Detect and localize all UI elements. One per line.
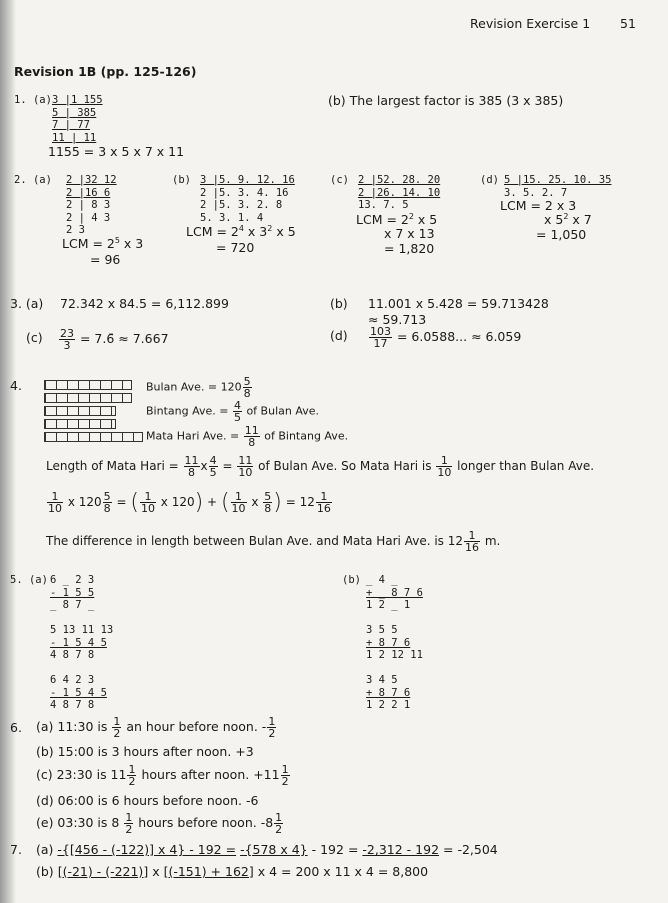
q2a-lcm-text2: x 3 xyxy=(119,236,144,252)
q2-label: 2. (a) xyxy=(14,174,52,186)
q4-label: 4. xyxy=(10,378,22,393)
q2a-lcm xyxy=(62,236,143,251)
q4-frac xyxy=(263,491,272,514)
q2a-lcm-text: LCM = 2 xyxy=(62,236,115,252)
q2c-row: 2 |26. 14. 10 xyxy=(358,186,441,199)
q2d-division xyxy=(504,174,611,199)
q3a-answer: 72.342 x 84.5 = 6,112.899 xyxy=(60,296,229,311)
q4-calc-eq: = xyxy=(116,495,127,509)
frac-den: 2 xyxy=(128,775,136,788)
q2b-row: 2 |5. 3. 2. 8 xyxy=(200,199,283,211)
frac-den: 5 xyxy=(233,411,241,424)
frac-num: 5 xyxy=(243,375,251,388)
bar-mata-hari-ave xyxy=(44,432,143,442)
frac-num: 1 xyxy=(125,811,133,824)
q6c-text: (c) 23:30 is 11 xyxy=(36,767,127,782)
section-title: Revision 1B (pp. 125-126) xyxy=(14,64,197,79)
q3a-label: 3. (a) xyxy=(10,296,44,311)
frac-num: 11 xyxy=(238,454,253,467)
q1a-row: 3 |1 155 xyxy=(52,94,103,106)
q3c-den: 3 xyxy=(63,339,71,352)
q7-label: 7. xyxy=(10,842,22,857)
q2d-row: 3. 5. 2. 7 xyxy=(504,186,568,199)
q5-row: _ 4 _ xyxy=(366,574,398,586)
q6e-text: (e) 03:30 is 8 xyxy=(36,815,120,830)
q6-frac xyxy=(127,764,136,787)
q5b-step3 xyxy=(366,674,410,712)
frac-den: 2 xyxy=(281,775,289,788)
paren-close: ) xyxy=(194,490,204,515)
q2c-label: (c) xyxy=(330,174,349,186)
q2b-lcm xyxy=(186,224,296,239)
q4-text: Length of Mata Hari = xyxy=(46,459,179,473)
q6-frac xyxy=(281,764,290,787)
q2d-lcm-result: = 1,050 xyxy=(536,227,587,242)
q6-frac xyxy=(274,812,283,835)
q4-frac xyxy=(103,491,112,514)
legend-bulan-text: Bulan Ave. = 120 xyxy=(146,380,242,394)
legend-mata-hari-text2: of Bintang Ave. xyxy=(264,429,349,443)
frac-num: 1 xyxy=(231,491,247,503)
q6-frac xyxy=(124,812,133,835)
frac-num: 4 xyxy=(233,399,241,412)
bar-bulan-ave-2 xyxy=(44,393,132,403)
q3c-fraction xyxy=(59,328,75,351)
q2b-division xyxy=(200,174,295,224)
legend-bintang xyxy=(146,400,319,423)
q4-frac xyxy=(184,455,200,478)
q6c-text2: hours after noon. +11 xyxy=(141,767,280,782)
frac-den: 10 xyxy=(48,502,62,515)
q5-row: 3 5 5 xyxy=(366,624,398,636)
q6-frac xyxy=(112,716,121,739)
q6d: (d) 06:00 is 6 hours before noon. -6 xyxy=(36,793,259,808)
q6e xyxy=(36,812,284,835)
q2b-end: x 5 xyxy=(272,224,296,240)
q3c-num: 23 xyxy=(60,327,74,340)
q6a xyxy=(36,716,277,739)
bar-bulan-ave xyxy=(44,380,132,390)
q4-text3: longer than Bulan Ave. xyxy=(457,459,595,473)
q1b-answer: (b) The largest factor is 385 (3 x 385) xyxy=(328,93,564,108)
q4-frac xyxy=(140,491,156,514)
frac-num: 5 xyxy=(264,490,272,503)
q2c-lcm-text2: x 5 xyxy=(413,212,438,228)
q2d-lcm-text: x 5 xyxy=(544,212,564,228)
q7a-part: = -2,504 xyxy=(443,842,498,857)
q5-row: 5 13 11 13 xyxy=(50,624,114,636)
paren-open: ( xyxy=(130,490,139,515)
frac-num: 1 xyxy=(275,811,283,824)
q3b-approx: ≈ 59.713 xyxy=(368,312,427,327)
frac-den: 8 xyxy=(264,502,272,515)
q1a-row: 5 | 385 xyxy=(52,106,97,119)
q4-frac xyxy=(47,491,63,514)
q2d-lcm: LCM = 2 x 3 xyxy=(500,198,577,213)
q2a-row: 2 |32 12 xyxy=(66,174,117,186)
q2a-row: 2 |16 6 xyxy=(66,186,111,199)
q4-calc-plus: + xyxy=(207,495,218,509)
q3d-answer xyxy=(368,326,521,349)
legend-mata-hari xyxy=(146,425,348,448)
bar-bintang-ave xyxy=(44,406,116,416)
q2a-exp: 5 xyxy=(114,236,120,245)
frac-den: 10 xyxy=(231,502,246,515)
q5-row: 1 2 2 1 xyxy=(366,699,411,711)
q5-row: + 8 7 6 xyxy=(366,636,411,649)
frac-num: 1 xyxy=(436,455,452,467)
frac-den: 2 xyxy=(113,727,121,740)
q5a-step3 xyxy=(50,674,107,712)
q6a-text: (a) 11:30 is xyxy=(36,719,108,734)
q7a-label: (a) xyxy=(36,842,54,857)
frac-den: 8 xyxy=(188,466,196,479)
legend-bintang-text2: of Bulan Ave. xyxy=(246,404,319,418)
frac-den: 2 xyxy=(268,727,276,740)
q3b-label: (b) xyxy=(330,296,348,311)
q7b-part: [(-21) - (-221)] xyxy=(57,864,149,879)
q2d-lcm-text2: x 7 xyxy=(568,212,592,228)
q2d-lcm-line2 xyxy=(544,212,592,227)
q3d-fraction xyxy=(369,326,392,349)
q2d-label: (d) xyxy=(480,174,499,186)
frac-den: 10 xyxy=(437,466,452,479)
frac-num: 1 xyxy=(47,491,63,503)
q5a-step1 xyxy=(50,574,94,612)
frac-num: 1 xyxy=(140,491,156,503)
q3c-answer xyxy=(58,328,169,351)
q4-frac xyxy=(209,455,218,478)
q4-calc-times: x xyxy=(251,495,259,509)
q2c-lcm-text: LCM = 2 xyxy=(356,212,409,228)
frac-num: 1 xyxy=(281,763,289,776)
frac-den: 8 xyxy=(103,502,111,515)
frac-num: 11 xyxy=(244,424,259,437)
q5-row: 4 8 7 8 xyxy=(50,699,95,711)
q4-frac xyxy=(464,530,480,553)
q6b: (b) 15:00 is 3 hours after noon. +3 xyxy=(36,744,254,759)
q4-times: x xyxy=(200,459,208,473)
q2c-lcm xyxy=(356,212,437,227)
q6c xyxy=(36,764,291,787)
q5a-label: 5. (a) xyxy=(10,574,48,586)
q2b-lcm-result: = 720 xyxy=(216,240,255,255)
paren-close: ) xyxy=(273,490,282,515)
q2b-row: 5. 3. 1. 4 xyxy=(200,211,264,224)
q5-row: 1 2 12 11 xyxy=(366,649,423,661)
q5-row: 4 8 7 8 xyxy=(50,649,95,661)
running-header-title: Revision Exercise 1 xyxy=(470,16,591,31)
q4-diff-text: The difference in length between Bulan Ave. and Mata Hari Ave. is 12 xyxy=(46,534,463,548)
q6e-text2: hours before noon. -8 xyxy=(138,815,274,830)
legend-bintang-text: Bintang Ave. = xyxy=(146,404,229,418)
q5-row: - 1 5 5 xyxy=(50,586,95,599)
q2b-row: 2 |5. 3. 4. 16 xyxy=(200,186,289,199)
frac-den: 10 xyxy=(238,466,253,479)
frac-num: 4 xyxy=(209,454,217,467)
q2d-row: 5 |15. 25. 10. 35 xyxy=(504,174,612,186)
frac-den: 8 xyxy=(243,387,251,400)
q7a-part: -{[456 - (-122)] x 4} - 192 = xyxy=(57,842,237,857)
q2d-exp: 2 xyxy=(563,212,569,221)
q5-row: - 1 5 4 5 xyxy=(50,686,107,699)
q5-row: 1 2 _ 1 xyxy=(366,599,411,611)
q4-eq: = xyxy=(222,459,233,473)
legend-mata-hari-text: Mata Hari Ave. = xyxy=(146,429,240,443)
paren-open: ( xyxy=(220,490,230,515)
frac-num: 1 xyxy=(464,530,480,542)
frac-num: 1 xyxy=(113,715,121,728)
q2a-row: 2 | 4 3 xyxy=(66,211,111,224)
q7a xyxy=(36,842,498,857)
q4-frac xyxy=(316,491,332,514)
q5b-step1 xyxy=(366,574,423,612)
q5b-step2 xyxy=(366,624,423,662)
q3d-num: 103 xyxy=(370,325,391,338)
q2a-row: 2 3 xyxy=(66,224,85,236)
q2b-exp2: 2 xyxy=(267,224,273,233)
frac-den: 10 xyxy=(140,502,155,515)
q5-row: 6 _ 2 3 xyxy=(50,574,95,586)
q2b-label: (b) xyxy=(172,174,191,186)
q2c-lcm-line2: x 7 x 13 xyxy=(384,226,435,241)
q6-label: 6. xyxy=(10,720,22,735)
frac-num: 11 xyxy=(184,454,199,467)
q3c-rest: = 7.6̄ ≈ 7.667 xyxy=(79,331,169,346)
q4-frac xyxy=(231,491,247,514)
q5-row: 3 4 5 xyxy=(366,674,398,686)
q1a-result: 1155 = 3 x 5 x 7 x 11 xyxy=(48,144,185,159)
q4-calc-text2: x 120 xyxy=(160,495,195,509)
q4-calc-line xyxy=(46,490,333,515)
q5-row: _ 8 7 _ xyxy=(50,599,95,611)
frac-den: 16 xyxy=(465,541,479,554)
q5-row: - 1 5 4 5 xyxy=(50,636,107,649)
q4-frac xyxy=(237,455,253,478)
q7b xyxy=(36,864,428,879)
q4-text2: of Bulan Ave. So Mata Hari is xyxy=(258,459,432,473)
frac-den: 16 xyxy=(316,502,331,515)
q1-label: 1. (a) xyxy=(14,94,52,106)
q3d-label: (d) xyxy=(330,328,348,343)
q7b-part: x 4 = 200 x 11 x 4 = 8,800 xyxy=(257,864,429,879)
q5b-label: (b) xyxy=(342,574,361,586)
frac-num: 5 xyxy=(103,490,111,503)
q2c-lcm-result: = 1,820 xyxy=(384,241,435,256)
q2c-row: 2 |52. 28. 20 xyxy=(358,174,441,186)
q1a-row: 11 | 11 xyxy=(52,131,97,144)
q2c-row: 13. 7. 5 xyxy=(358,199,409,211)
q4-calc-result: = 12 xyxy=(285,495,315,509)
q4-diff-unit: m. xyxy=(484,534,501,548)
q4-calc-text: x 120 xyxy=(67,495,102,509)
q2a-lcm-result: = 96 xyxy=(90,252,121,267)
q3d-rest: = 6.0588... ≈ 6.059 xyxy=(396,329,522,344)
q2b-lcm-text: LCM = 2 xyxy=(186,224,239,240)
frac-num: 1 xyxy=(316,491,332,503)
q7b-part: [(-151) + 162] xyxy=(163,864,254,879)
q3d-den: 17 xyxy=(373,337,388,350)
frac-num: 1 xyxy=(268,715,276,728)
q7b-label: (b) xyxy=(36,864,54,879)
q7a-part: -{578 x 4} xyxy=(240,842,308,857)
q3c-label: (c) xyxy=(26,330,43,345)
q1a-row: 7 | 77 xyxy=(52,119,90,131)
q6a-text2: an hour before noon. - xyxy=(126,719,267,734)
legend-bulan xyxy=(146,376,253,399)
q2b-mid: x 3 xyxy=(243,224,268,240)
q5-row: 6 4 2 3 xyxy=(50,674,95,686)
q5-row: + _ 8 7 6 xyxy=(366,586,423,599)
q2a-row: 2 | 8 3 xyxy=(66,199,111,211)
q4-difference xyxy=(46,530,500,553)
q1a-division xyxy=(52,94,103,144)
q7a-part: -2,312 - 192 xyxy=(362,842,440,857)
q7a-part: - 192 = xyxy=(311,842,359,857)
q6-frac xyxy=(267,716,276,739)
q2b-exp1: 4 xyxy=(238,224,244,233)
legend-mata-hari-frac xyxy=(244,425,260,448)
q2c-division xyxy=(358,174,440,212)
q5a-step2 xyxy=(50,624,113,662)
q5-row: + 8 7 6 xyxy=(366,686,411,699)
legend-bulan-frac xyxy=(243,376,252,399)
q7b-part: x xyxy=(152,864,160,879)
q2a-division xyxy=(66,174,117,237)
frac-num: 1 xyxy=(128,763,136,776)
page-number: 51 xyxy=(620,16,636,31)
frac-den: 8 xyxy=(248,436,256,449)
q2c-exp: 2 xyxy=(408,212,414,221)
frac-den: 2 xyxy=(125,823,133,836)
frac-den: 2 xyxy=(275,823,283,836)
q2b-row: 3 |5. 9. 12. 16 xyxy=(200,174,295,186)
q3b-answer: 11.001 x 5.428 = 59.713428 xyxy=(368,296,549,311)
bar-bintang-ave-2 xyxy=(44,419,116,429)
legend-bintang-frac xyxy=(233,400,242,423)
book-spine-shadow xyxy=(0,0,16,903)
frac-den: 5 xyxy=(209,466,217,479)
q4-length-line xyxy=(46,455,594,478)
q4-frac xyxy=(436,455,452,478)
